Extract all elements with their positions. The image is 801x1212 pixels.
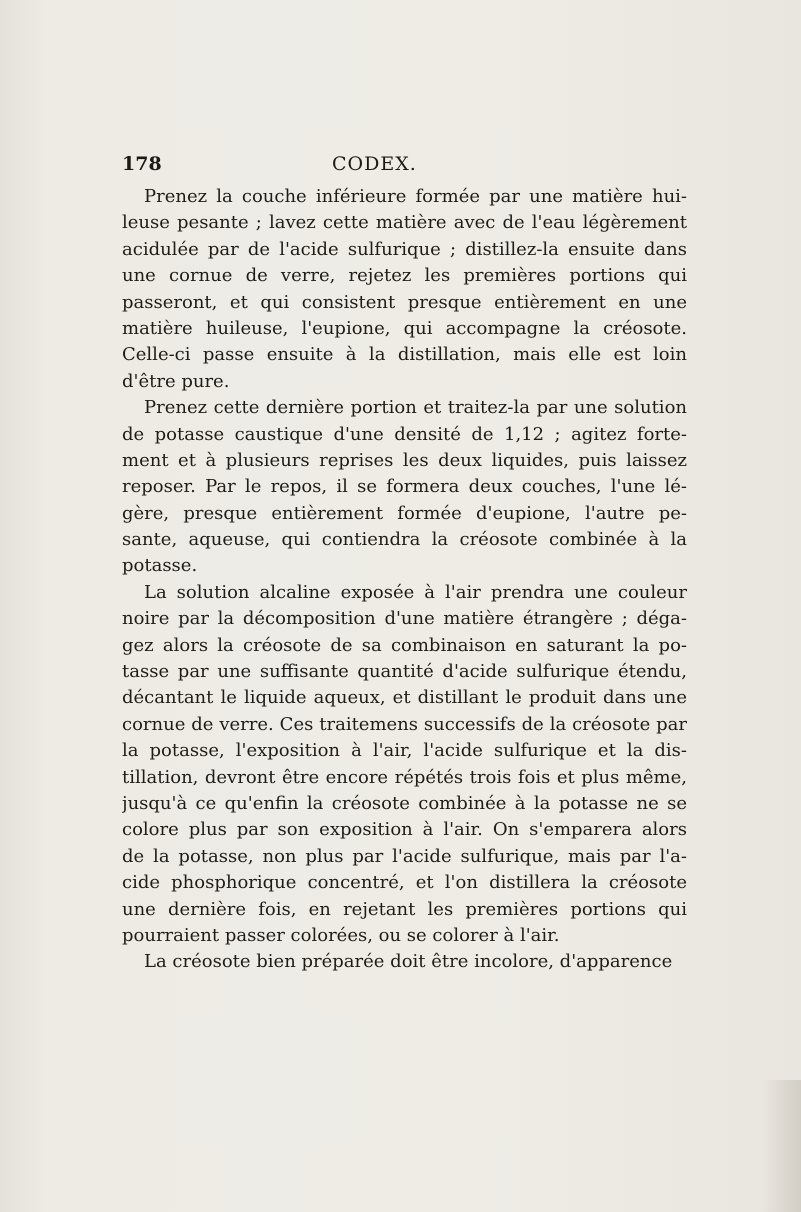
text-line: sante, aqueuse, qui contiendra la créosote combinée à la (122, 529, 687, 551)
text-line: gez alors la créosote de sa combinaison en saturant la po- (122, 634, 687, 656)
text-line: Prenez cette dernière portion et traitez-la par une solution (144, 397, 687, 419)
text-line: tillation, devront être encore répétés trois fois et plus même, (122, 766, 687, 788)
page-header (122, 153, 692, 179)
text-line: Prenez la couche inférieure formée par une matière hui- (144, 186, 687, 207)
text-line: cornue de verre. Ces traitemens successifs de la créosote par (122, 713, 687, 735)
text-line: de potasse caustique d'une densité de 1,12 ; agitez forte- (122, 423, 687, 445)
text-line: une cornue de verre, rejetez les premières portions qui (122, 265, 687, 287)
text-line: une dernière fois, en rejetant les premières portions qui (122, 898, 687, 920)
text-line: La solution alcaline exposée à l'air prendra une couleur (144, 581, 687, 603)
text-line: acidulée par de l'acide sulfurique ; distillez-la ensuite dans (122, 238, 687, 260)
text-line: colore plus par son exposition à l'air. On s'emparera alors (122, 819, 687, 841)
body-text (122, 184, 687, 976)
text-line: ment et à plusieurs reprises les deux liquides, puis laissez (122, 449, 687, 471)
text-line: passeront, et qui consistent presque entièrement en une (122, 291, 687, 313)
text-line: leuse pesante ; lavez cette matière avec de l'eau légèrement (122, 212, 687, 234)
page-number: 178 (122, 153, 162, 175)
text-line: gère, presque entièrement formée d'eupione, l'autre pe- (122, 502, 687, 524)
text-line: jusqu'à ce qu'enfin la créosote combinée à la potasse ne se (122, 792, 687, 814)
text-line: pourraient passer colorées, ou se colorer à l'air. (122, 924, 560, 946)
text-line: de la potasse, non plus par l'acide sulfurique, mais par l'a- (122, 845, 687, 867)
text-line: reposer. Par le repos, il se formera deux couches, l'une lé- (122, 476, 687, 498)
page-edge-shadow (761, 1080, 801, 1212)
text-line: d'être pure. (122, 370, 230, 392)
text-line: cide phosphorique concentré, et l'on distillera la créosote (122, 872, 687, 894)
text-line: potasse. (122, 555, 198, 577)
text-line: matière huileuse, l'eupione, qui accompagne la créosote. (122, 317, 687, 339)
text-line: Celle-ci passe ensuite à la distillation, mais elle est loin (122, 344, 687, 366)
running-title: CODEX. (332, 153, 417, 175)
text-line: décantant le liquide aqueux, et distillant le produit dans une (122, 687, 687, 709)
text-line: noire par la décomposition d'une matière étrangère ; déga- (122, 608, 687, 630)
text-line: La créosote bien préparée doit être incolore, d'apparence (144, 951, 673, 973)
text-line: tasse par une suffisante quantité d'acide sulfurique étendu, (122, 661, 687, 683)
text-line: la potasse, l'exposition à l'air, l'acide sulfurique et la dis- (122, 740, 687, 762)
